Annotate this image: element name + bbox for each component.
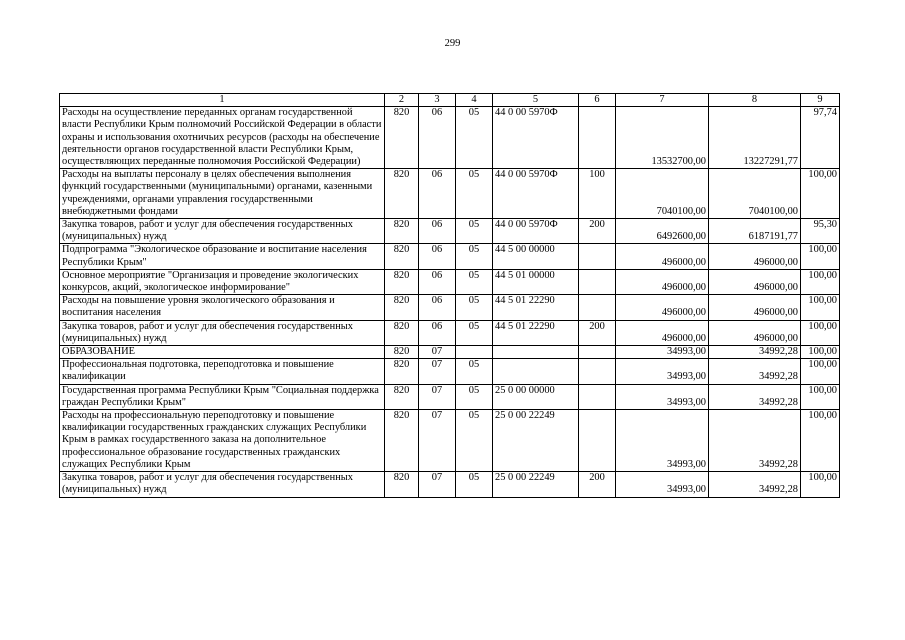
header-cell: 9 — [801, 94, 840, 107]
expense-type — [579, 295, 616, 320]
expense-type — [579, 244, 616, 269]
admin-code: 820 — [385, 169, 419, 219]
budget-table — [59, 93, 840, 498]
execution-percent: 100,00 — [801, 295, 840, 320]
header-cell: 1 — [60, 94, 385, 107]
expense-type — [579, 269, 616, 294]
row-name: Профессиональная подготовка, переподготовка и повышение квалификации — [60, 359, 385, 384]
row-name: Основное мероприятие "Организация и проведение экологических конкурсов, акций, экологическое информирование" — [60, 269, 385, 294]
section-code: 07 — [419, 346, 456, 359]
expense-type — [579, 410, 616, 472]
expense-type — [579, 359, 616, 384]
executed-amount: 34992,28 — [709, 346, 801, 359]
planned-amount: 496000,00 — [616, 244, 709, 269]
row-name: Расходы на профессиональную переподготовку и повышение квалификации государственных гражданских служащих Республики Крым в рамках государственного заказа на дополнительное профессиональное образование государственных гражданских служащих Республики Крым — [60, 410, 385, 472]
row-name: Государственная программа Республики Крым "Социальная поддержка граждан Республики Крым" — [60, 384, 385, 409]
execution-percent: 95,30 — [801, 219, 840, 244]
section-code: 06 — [419, 107, 456, 169]
planned-amount: 496000,00 — [616, 269, 709, 294]
row-name: Расходы на осуществление переданных органам государственной власти Республики Крым полномочий Российской Федерации в области охраны и использования охотничьих ресурсов (расходы на обеспечение деятельности органов государственной власти Республики Крым, осуществляющих переданные полномочия Российской Федерации) — [60, 107, 385, 169]
table-row — [60, 472, 840, 497]
admin-code: 820 — [385, 244, 419, 269]
planned-amount: 34993,00 — [616, 346, 709, 359]
planned-amount: 34993,00 — [616, 472, 709, 497]
planned-amount: 6492600,00 — [616, 219, 709, 244]
subsection-code: 05 — [456, 244, 493, 269]
section-code: 06 — [419, 219, 456, 244]
target-article: 44 0 00 5970Ф — [493, 219, 579, 244]
table-row — [60, 410, 840, 472]
executed-amount: 496000,00 — [709, 244, 801, 269]
subsection-code: 05 — [456, 295, 493, 320]
admin-code: 820 — [385, 384, 419, 409]
target-article: 44 0 00 5970Ф — [493, 169, 579, 219]
target-article: 44 5 01 00000 — [493, 269, 579, 294]
planned-amount: 34993,00 — [616, 359, 709, 384]
expense-type: 100 — [579, 169, 616, 219]
execution-percent: 100,00 — [801, 269, 840, 294]
admin-code: 820 — [385, 410, 419, 472]
subsection-code: 05 — [456, 219, 493, 244]
table-row — [60, 219, 840, 244]
planned-amount: 34993,00 — [616, 384, 709, 409]
row-name: Расходы на повышение уровня экологического образования и воспитания населения — [60, 295, 385, 320]
section-code: 06 — [419, 169, 456, 219]
subsection-code: 05 — [456, 384, 493, 409]
section-code: 06 — [419, 295, 456, 320]
subsection-code: 05 — [456, 359, 493, 384]
target-article — [493, 359, 579, 384]
table-row — [60, 169, 840, 219]
table-row — [60, 269, 840, 294]
header-cell: 6 — [579, 94, 616, 107]
header-row — [60, 94, 840, 107]
target-article — [493, 346, 579, 359]
table-row — [60, 107, 840, 169]
subsection-code: 05 — [456, 472, 493, 497]
expense-type: 200 — [579, 219, 616, 244]
target-article: 44 5 01 22290 — [493, 295, 579, 320]
target-article: 44 5 01 22290 — [493, 320, 579, 345]
admin-code: 820 — [385, 472, 419, 497]
header-cell: 3 — [419, 94, 456, 107]
admin-code: 820 — [385, 320, 419, 345]
planned-amount: 7040100,00 — [616, 169, 709, 219]
subsection-code: 05 — [456, 169, 493, 219]
header-cell: 5 — [493, 94, 579, 107]
executed-amount: 7040100,00 — [709, 169, 801, 219]
row-name: Подпрограмма "Экологическое образование и воспитание населения Республики Крым" — [60, 244, 385, 269]
section-code: 07 — [419, 410, 456, 472]
subsection-code: 05 — [456, 410, 493, 472]
admin-code: 820 — [385, 107, 419, 169]
executed-amount: 13227291,77 — [709, 107, 801, 169]
expense-type — [579, 107, 616, 169]
expense-type: 200 — [579, 320, 616, 345]
table-row — [60, 346, 840, 359]
execution-percent: 100,00 — [801, 384, 840, 409]
page-number: 299 — [444, 38, 461, 49]
execution-percent: 100,00 — [801, 410, 840, 472]
expense-type — [579, 346, 616, 359]
row-name: ОБРАЗОВАНИЕ — [60, 346, 385, 359]
executed-amount: 496000,00 — [709, 295, 801, 320]
header-cell: 4 — [456, 94, 493, 107]
target-article: 44 5 00 00000 — [493, 244, 579, 269]
header-cell: 2 — [385, 94, 419, 107]
executed-amount: 496000,00 — [709, 320, 801, 345]
target-article: 25 0 00 00000 — [493, 384, 579, 409]
section-code: 06 — [419, 269, 456, 294]
section-code: 06 — [419, 320, 456, 345]
planned-amount: 34993,00 — [616, 410, 709, 472]
admin-code: 820 — [385, 295, 419, 320]
row-name: Закупка товаров, работ и услуг для обеспечения государственных (муниципальных) нужд — [60, 320, 385, 345]
target-article: 25 0 00 22249 — [493, 472, 579, 497]
table-row — [60, 295, 840, 320]
execution-percent: 97,74 — [801, 107, 840, 169]
planned-amount: 496000,00 — [616, 320, 709, 345]
admin-code: 820 — [385, 269, 419, 294]
executed-amount: 34992,28 — [709, 410, 801, 472]
expense-type — [579, 384, 616, 409]
row-name: Закупка товаров, работ и услуг для обеспечения государственных (муниципальных) нужд — [60, 219, 385, 244]
table-row — [60, 384, 840, 409]
planned-amount: 13532700,00 — [616, 107, 709, 169]
target-article: 44 0 00 5970Ф — [493, 107, 579, 169]
expense-type: 200 — [579, 472, 616, 497]
executed-amount: 34992,28 — [709, 472, 801, 497]
section-code: 07 — [419, 359, 456, 384]
section-code: 07 — [419, 472, 456, 497]
target-article: 25 0 00 22249 — [493, 410, 579, 472]
header-cell: 8 — [709, 94, 801, 107]
execution-percent: 100,00 — [801, 359, 840, 384]
execution-percent: 100,00 — [801, 244, 840, 269]
execution-percent: 100,00 — [801, 346, 840, 359]
row-name: Закупка товаров, работ и услуг для обеспечения государственных (муниципальных) нужд — [60, 472, 385, 497]
execution-percent: 100,00 — [801, 320, 840, 345]
executed-amount: 6187191,77 — [709, 219, 801, 244]
planned-amount: 496000,00 — [616, 295, 709, 320]
subsection-code: 05 — [456, 107, 493, 169]
table-row — [60, 244, 840, 269]
admin-code: 820 — [385, 359, 419, 384]
header-cell: 7 — [616, 94, 709, 107]
table-row — [60, 359, 840, 384]
row-name: Расходы на выплаты персоналу в целях обеспечения выполнения функций государственными (муниципальными) органами, казенными учреждениями, органами управления государственными внебюджетными фондами — [60, 169, 385, 219]
admin-code: 820 — [385, 346, 419, 359]
subsection-code: 05 — [456, 269, 493, 294]
section-code: 07 — [419, 384, 456, 409]
admin-code: 820 — [385, 219, 419, 244]
execution-percent: 100,00 — [801, 169, 840, 219]
executed-amount: 496000,00 — [709, 269, 801, 294]
executed-amount: 34992,28 — [709, 384, 801, 409]
subsection-code: 05 — [456, 320, 493, 345]
execution-percent: 100,00 — [801, 472, 840, 497]
subsection-code — [456, 346, 493, 359]
executed-amount: 34992,28 — [709, 359, 801, 384]
table-row — [60, 320, 840, 345]
section-code: 06 — [419, 244, 456, 269]
